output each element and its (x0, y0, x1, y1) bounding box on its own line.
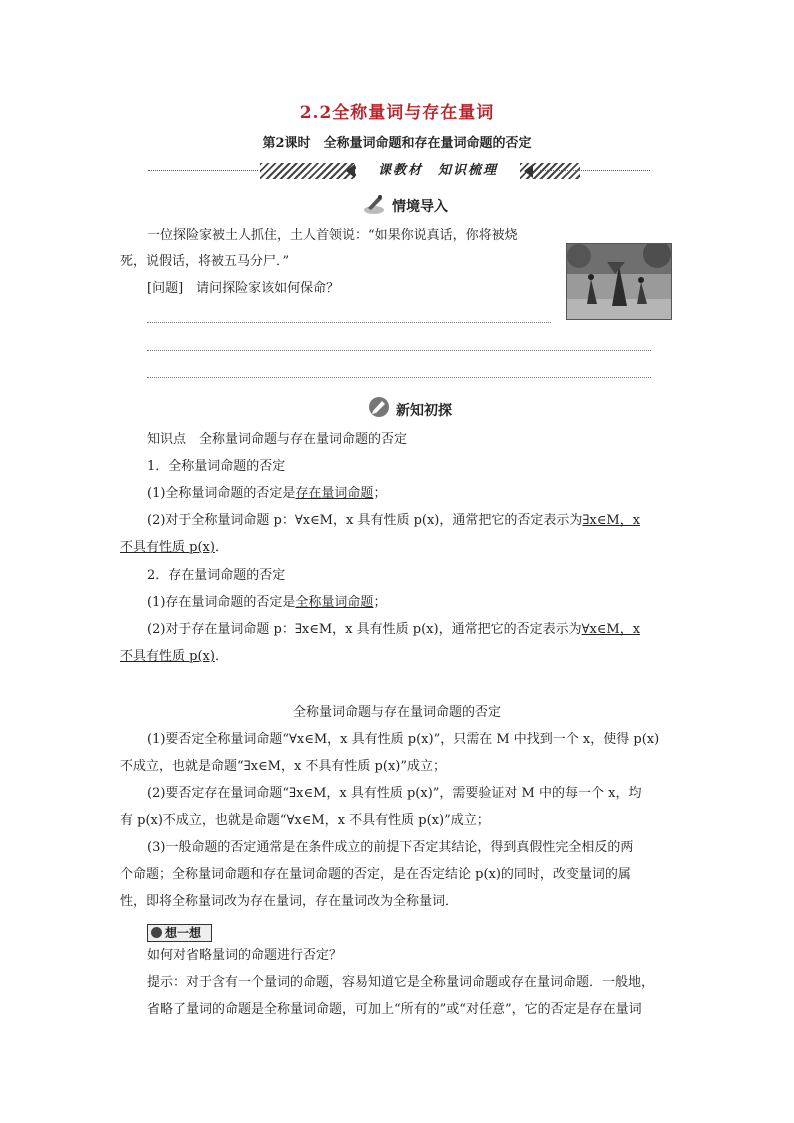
summary-line-4: 有 p(x)不成立，也就是命题“∀x∈M，x 不具有性质 p(x)”成立； (120, 813, 490, 828)
banner-dots-left (148, 170, 258, 171)
summary-line-5: (3)一般命题的否定通常是在条件成立的前提下否定其结论，得到真假性完全相反的两 (147, 840, 634, 855)
existential-line-3 (120, 647, 228, 667)
tribe-photo (566, 243, 672, 320)
pen-icon (362, 193, 386, 215)
think-question: 如何对省略量词的命题进行否定？ (147, 948, 343, 963)
summary-line-7: 性，即将全称量词改为存在量词，存在量词改为全称量词． (120, 894, 459, 909)
book-icon (368, 396, 390, 418)
intro-question: [问题] 请问探险家该如何保命？ (147, 281, 340, 296)
new-knowledge-heading: 新知初探 (396, 403, 452, 419)
existential-line-1-pre: (1)存在量词命题的否定是 (147, 595, 296, 610)
think-hint-line-1: 提示：对于含有一个量词的命题，容易知道它是全称量词命题或存在量词命题．一般地， (147, 975, 655, 990)
think-icon (151, 927, 162, 938)
universal-line-1 (147, 484, 386, 504)
heading-universal-negation: 1．全称量词命题的否定 (147, 459, 286, 474)
answer-line-1[interactable] (147, 322, 551, 323)
existential-line-2 (147, 620, 640, 640)
heading-existential-negation: 2．存在量词命题的否定 (147, 568, 286, 583)
existential-line-1-answer: 全称量词命题 (295, 595, 374, 610)
universal-line-3-post: ． (214, 540, 228, 555)
answer-line-3[interactable] (147, 377, 651, 378)
universal-line-1-post: ； (373, 486, 387, 501)
universal-line-3 (120, 538, 228, 558)
summary-line-6: 个命题；全称量词命题和存在量词命题的否定，是在否定结论 p(x)的同时，改变量词的属 (120, 867, 631, 882)
summary-line-3: (2)要否定存在量词命题“∃x∈M，x 具有性质 p(x)”，需要验证对 M 中的每一个 x，均 (147, 786, 642, 801)
universal-line-2-pre: (2)对于全称量词命题 p：∀x∈M，x 具有性质 p(x)，通常把它的否定表示为 (147, 513, 583, 528)
knowledge-topic: 知识点 全称量词命题与存在量词命题的否定 (147, 432, 408, 447)
think-badge (147, 924, 212, 942)
banner-arrow-left-icon (346, 164, 355, 178)
existential-line-3-post: ． (214, 649, 228, 664)
existential-line-2-pre: (2)对于存在量词命题 p：∃x∈M，x 具有性质 p(x)，通常把它的否定表示为 (147, 622, 582, 637)
answer-line-2[interactable] (147, 350, 651, 351)
universal-line-3-answer: 不具有性质 p(x) (120, 540, 215, 555)
universal-line-2-answer: ∃x∈M，x (582, 513, 641, 528)
page-title: 2.2全称量词与存在量词 (299, 103, 495, 123)
think-badge-label: 想一想 (165, 926, 202, 940)
universal-line-1-pre: (1)全称量词命题的否定是 (147, 486, 296, 501)
existential-line-2-answer: ∀x∈M，x (581, 622, 641, 637)
intro-paragraph-line-1: 一位探险家被土人抓住，土人首领说：“如果你说真话，你将被烧 (147, 228, 518, 243)
think-hint-line-2: 省略了量词的命题是全称量词命题，可加上“所有的”或“对任意”，它的否定是存在量词 (147, 1002, 642, 1017)
universal-line-2 (147, 511, 640, 531)
existential-line-1-post: ； (373, 595, 387, 610)
section-banner (148, 160, 650, 182)
lesson-subtitle: 第2课时 全称量词命题和存在量词命题的否定 (262, 136, 532, 151)
summary-line-1: (1)要否定全称量词命题“∀x∈M，x 具有性质 p(x)”，只需在 M 中找到一个 x，使得 p(x) (147, 732, 660, 747)
banner-arrow-right-icon (524, 164, 533, 178)
summary-line-2: 不成立，也就是命题“∃x∈M，x 不具有性质 p(x)”成立； (120, 759, 447, 774)
universal-line-1-answer: 存在量词命题 (295, 486, 374, 501)
banner-dots-right (540, 170, 650, 171)
existential-line-1 (147, 593, 386, 613)
banner-label: 课教材 知识梳理 (356, 160, 520, 182)
intro-paragraph-line-2: 死，说假话，将被五马分尸．” (120, 254, 290, 269)
intro-heading: 情境导入 (392, 199, 448, 215)
summary-title: 全称量词命题与存在量词命题的否定 (292, 705, 501, 720)
existential-line-3-answer: 不具有性质 p(x) (120, 649, 215, 664)
